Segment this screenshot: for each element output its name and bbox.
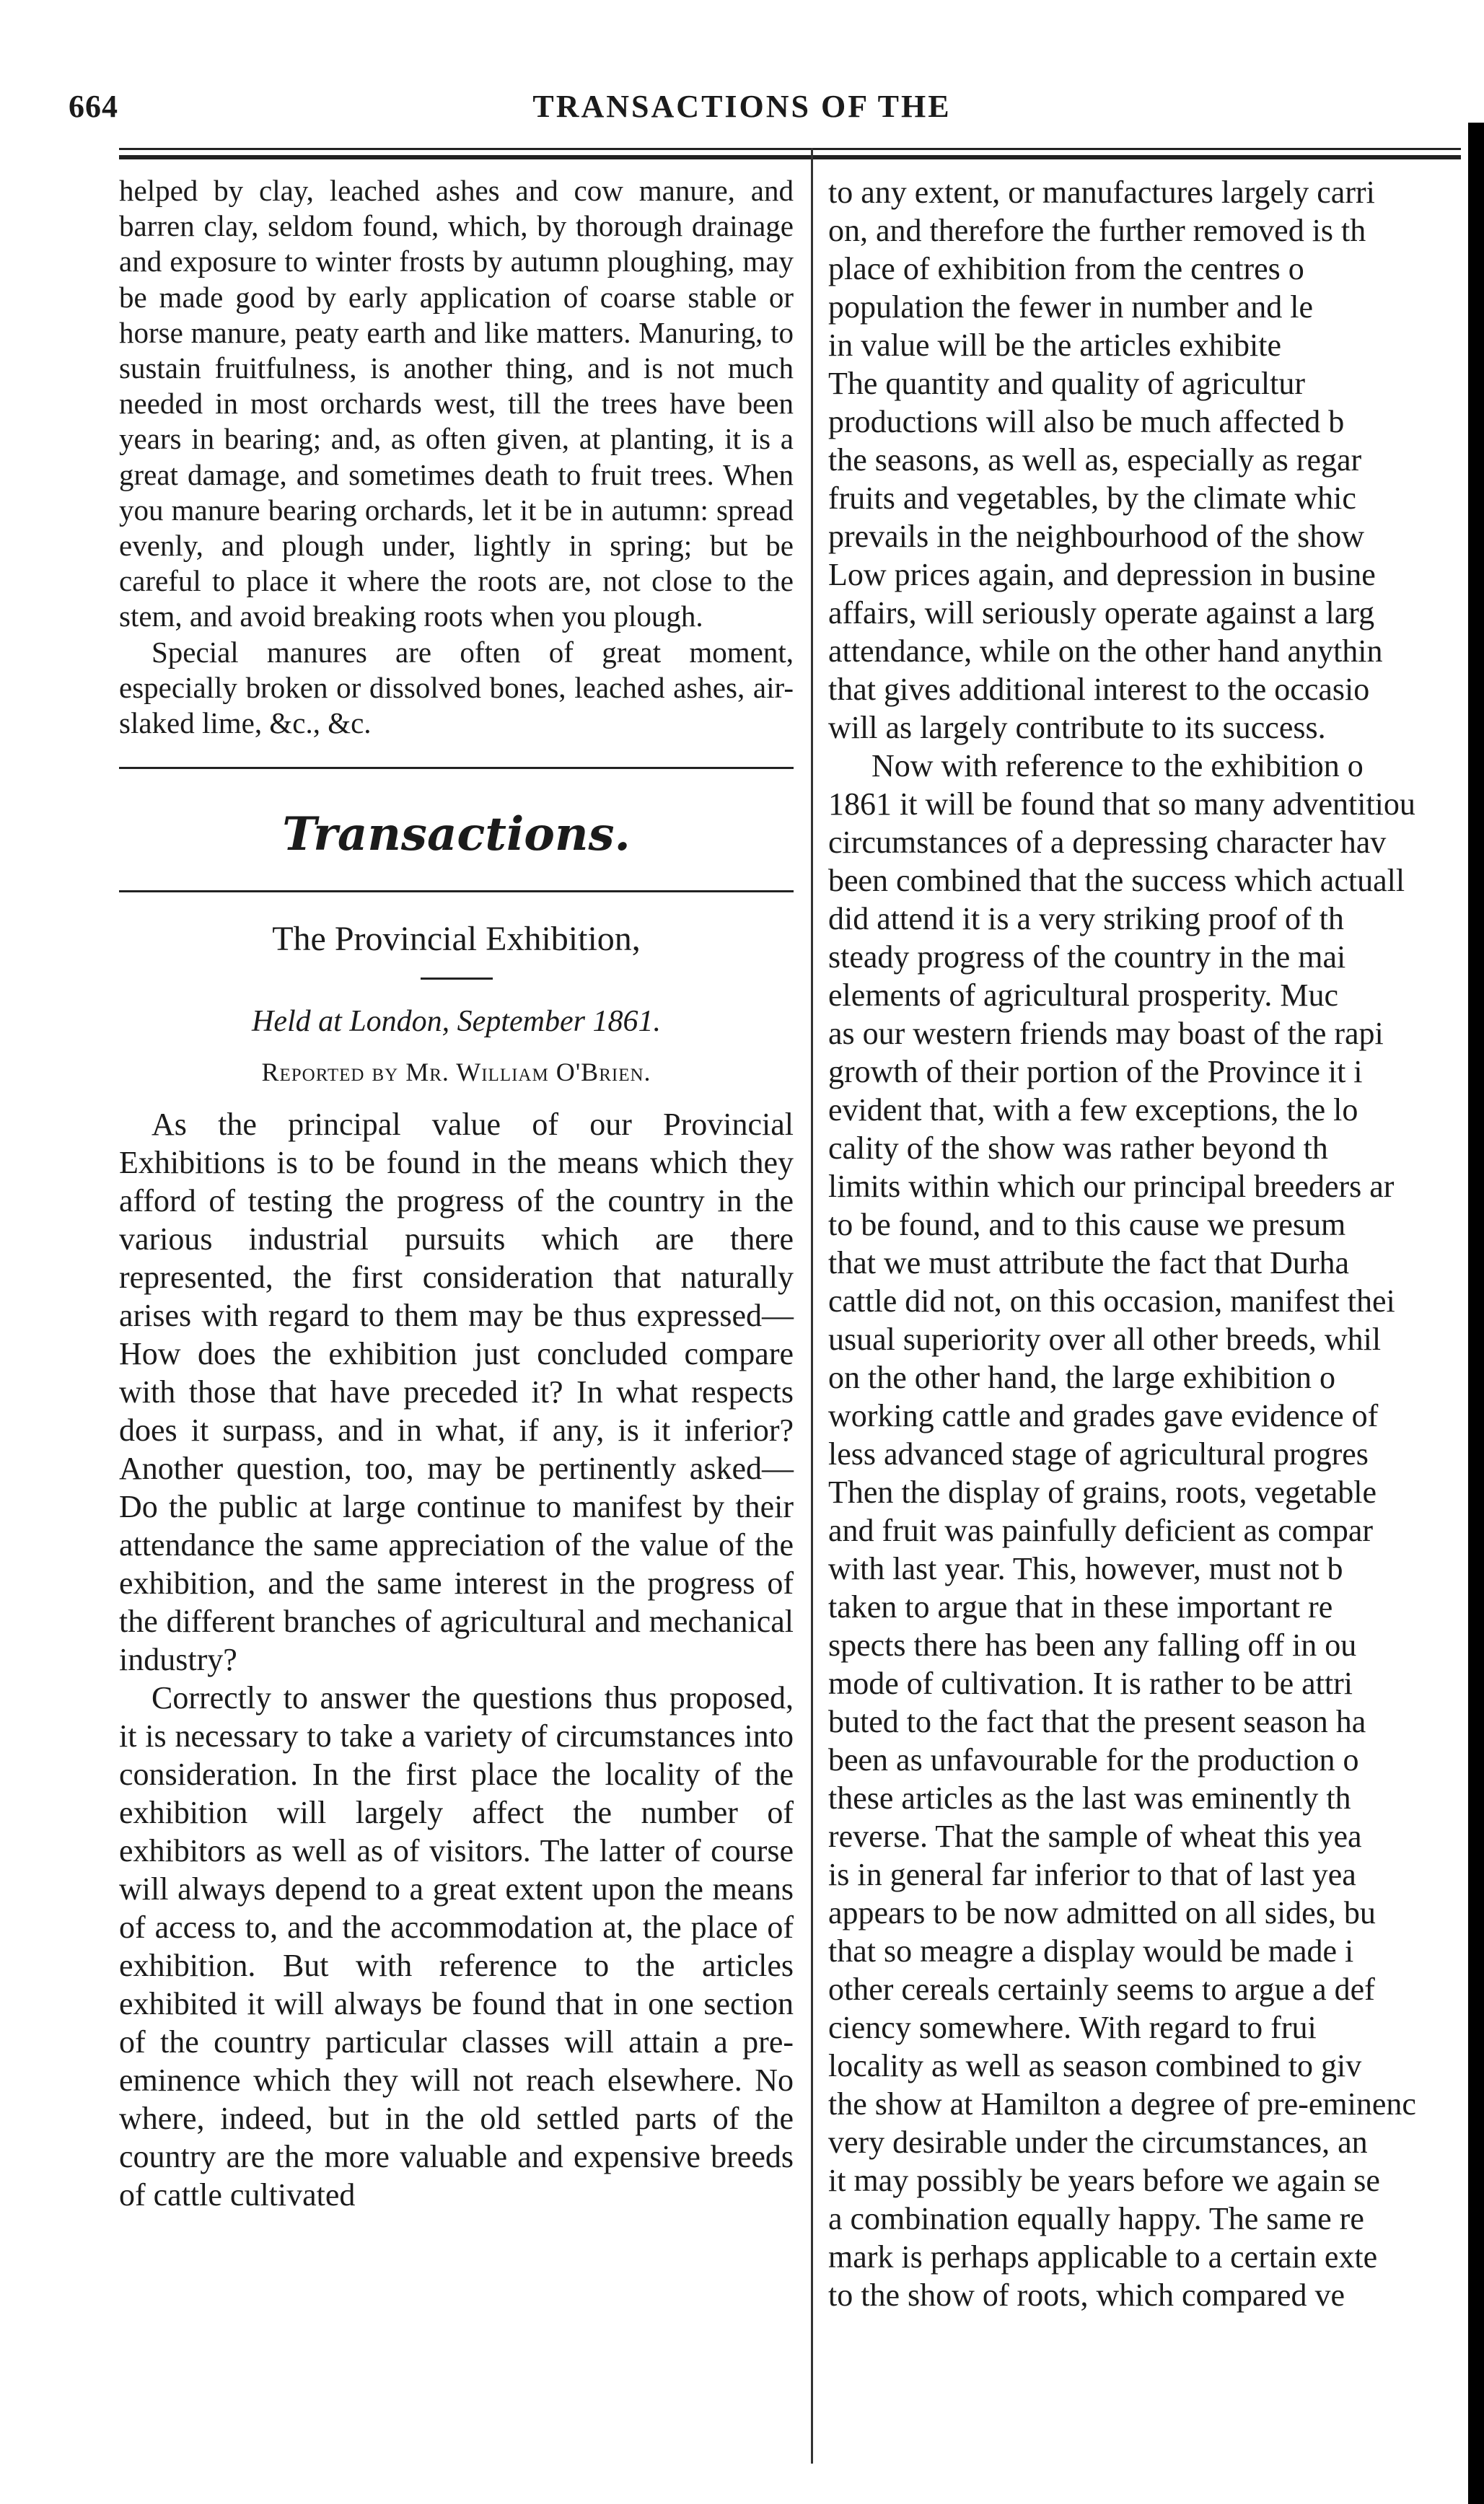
text-line: as our western friends may boast of the rapi	[828, 1016, 1384, 1051]
text-line: elements of agricultural prosperity. Muc	[828, 978, 1339, 1013]
text-line: appears to be now admitted on all sides, bu	[828, 1895, 1376, 1930]
text-line: mark is perhaps applicable to a certain exte	[828, 2239, 1378, 2275]
text-line: the seasons, as well as, especially as regar	[828, 442, 1362, 478]
text-line: ciency somewhere. With regard to frui	[828, 2010, 1317, 2045]
page-edge-shadow	[1468, 123, 1484, 2504]
text-line: on, and therefore the further removed is th	[828, 213, 1366, 248]
section-heading: Transactions.	[282, 807, 631, 862]
header-rule-thin	[119, 148, 1461, 150]
title-rule	[421, 978, 493, 980]
section-rule	[119, 890, 794, 892]
text-line: cattle did not, on this occasion, manifest thei	[828, 1283, 1395, 1319]
text-line: place of exhibition from the centres o	[828, 251, 1304, 286]
page-number: 664	[69, 89, 118, 124]
text-line: prevails in the neighbourhood of the show	[828, 519, 1364, 554]
text-line: steady progress of the country in the mai	[828, 939, 1346, 975]
text-line: mode of cultivation. It is rather to be attri	[828, 1666, 1353, 1701]
text-line: to be found, and to this cause we presum	[828, 1207, 1346, 1242]
text-line: less advanced stage of agricultural progres	[828, 1436, 1369, 1472]
text-line: to any extent, or manufactures largely carri	[828, 175, 1375, 210]
text-line: spects there has been any falling off in ou	[828, 1627, 1357, 1663]
text-line: is in general far inferior to that of last yea	[828, 1857, 1356, 1892]
text-line: growth of their portion of the Province it i	[828, 1054, 1363, 1089]
text-line: reverse. That the sample of wheat this yea	[828, 1819, 1362, 1854]
text-line: that we must attribute the fact that Durha	[828, 1245, 1350, 1280]
text-line: fruits and vegetables, by the climate whic	[828, 480, 1356, 516]
text-line: that so meagre a display would be made i	[828, 1933, 1354, 1969]
text-line: limits within which our principal breeders ar	[828, 1169, 1395, 1204]
text-line: buted to the fact that the present season ha	[828, 1704, 1366, 1739]
text-line: did attend it is a very striking proof of th	[828, 901, 1344, 936]
text-line: The quantity and quality of agricultur	[828, 366, 1306, 401]
reporter-credit: Reported by Mr. William O'Brien.	[261, 1058, 651, 1087]
article-body	[119, 1105, 794, 2214]
text-line: cality of the show was rather beyond th	[828, 1130, 1328, 1166]
text-line: on the other hand, the large exhibition o	[828, 1360, 1336, 1395]
article-subtitle: Held at London, September 1861.	[252, 1005, 661, 1039]
text-line: will as largely contribute to its success.	[828, 710, 1326, 745]
left-column	[119, 173, 794, 2214]
header-rule-thick	[119, 155, 1461, 159]
text-line: these articles as the last was eminently th	[828, 1780, 1351, 1816]
body-paragraph: Correctly to answer the questions thus proposed, it is necessary to take a variety of circumstances into consideration. In the first place the locality of the exhibition will largely affect the number of exhibitors as well as of visitors. The latter of course will always depend to a great extent upon the means of access to, and the accommodation at, the place of exhibition. But with reference to the articles exhibited it will always be found that in one section of the country particular classes will attain a pre-eminence which they will not reach elsewhere. No where, indeed, but in the old settled parts of the country are the more valuable and expensive breeds of cattle cultivated	[119, 1680, 794, 2213]
running-head: TRANSACTIONS OF THE	[532, 89, 952, 124]
text-line: in value will be the articles exhibite	[828, 328, 1282, 363]
intro-text	[119, 173, 794, 741]
text-line: been as unfavourable for the production o	[828, 1742, 1359, 1778]
text-line: with last year. This, however, must not b	[828, 1551, 1343, 1586]
text-line: working cattle and grades gave evidence of	[828, 1398, 1379, 1433]
text-line: been combined that the success which actuall	[828, 863, 1405, 898]
text-line: the show at Hamilton a degree of pre-eminenc	[828, 2086, 1416, 2122]
intro-paragraph: helped by clay, leached ashes and cow manure, and barren clay, seldom found, which, by thorough drainage and exposure to winter frosts by autumn ploughing, may be made good by early application of coarse stable or horse manure, peaty earth and like matters. Manuring, to sustain fruitfulness, is another thing, and is not much needed in most orchards west, till the trees have been years in bearing; and, as often given, at planting, it is a great damage, and sometimes death to fruit trees. When you manure bearing orchards, let it be in autumn: spread evenly, and plough under, lightly in spring; but be careful to place it where the roots are, not close to the stem, and avoid breaking roots when you plough.	[119, 174, 794, 633]
text-line: productions will also be much affected b	[828, 404, 1345, 439]
text-line: evident that, with a few exceptions, the lo	[828, 1092, 1358, 1128]
text-line: locality as well as season combined to giv	[828, 2048, 1362, 2083]
text-line: attendance, while on the other hand anythin	[828, 633, 1383, 669]
text-line: taken to argue that in these important re	[828, 1589, 1333, 1625]
text-line: other cereals certainly seems to argue a def	[828, 1972, 1375, 2007]
text-line: Now with reference to the exhibition o	[871, 748, 1364, 783]
text-line: that gives additional interest to the occasio	[828, 672, 1370, 707]
article-title: The Provincial Exhibition,	[272, 920, 641, 959]
text-line: 1861 it will be found that so many adventitiou	[828, 786, 1415, 822]
text-line: very desirable under the circumstances, an	[828, 2125, 1368, 2160]
text-line: to the show of roots, which compared ve	[828, 2277, 1345, 2313]
section-rule	[119, 767, 794, 769]
text-line: circumstances of a depressing character hav	[828, 825, 1387, 860]
text-line: Low prices again, and depression in busine	[828, 557, 1376, 592]
intro-paragraph: Special manures are often of great moment, especially broken or dissolved bones, leached ashes, air-slaked lime, &c., &c.	[119, 635, 794, 740]
text-line: it may possibly be years before we again se	[828, 2163, 1380, 2198]
text-line: a combination equally happy. The same re	[828, 2201, 1364, 2236]
right-column-text	[828, 173, 1466, 2314]
right-column	[828, 173, 1466, 2314]
body-paragraph: As the principal value of our Provincial Exhibitions is to be found in the means which they afford of testing the progress of the country in the various industrial pursuits which are there represented, the first consideration that naturally arises with regard to them may be thus expressed—How does the exhibition just concluded compare with those that have preceded it? In what respects does it surpass, and in what, if any, is it inferior? Another question, too, may be pertinently asked—Do the public at large continue to manifest by their attendance the same appreciation of the value of the exhibition, and the same interest in the progress of the different branches of agricultural and mechanical industry?	[119, 1107, 794, 1678]
column-divider	[811, 148, 813, 2464]
text-line: and fruit was painfully deficient as compar	[828, 1513, 1374, 1548]
text-line: usual superiority over all other breeds, whil	[828, 1322, 1382, 1357]
text-line: population the fewer in number and le	[828, 289, 1314, 325]
text-line: Then the display of grains, roots, vegetable	[828, 1475, 1377, 1510]
text-line: affairs, will seriously operate against a larg	[828, 595, 1375, 631]
